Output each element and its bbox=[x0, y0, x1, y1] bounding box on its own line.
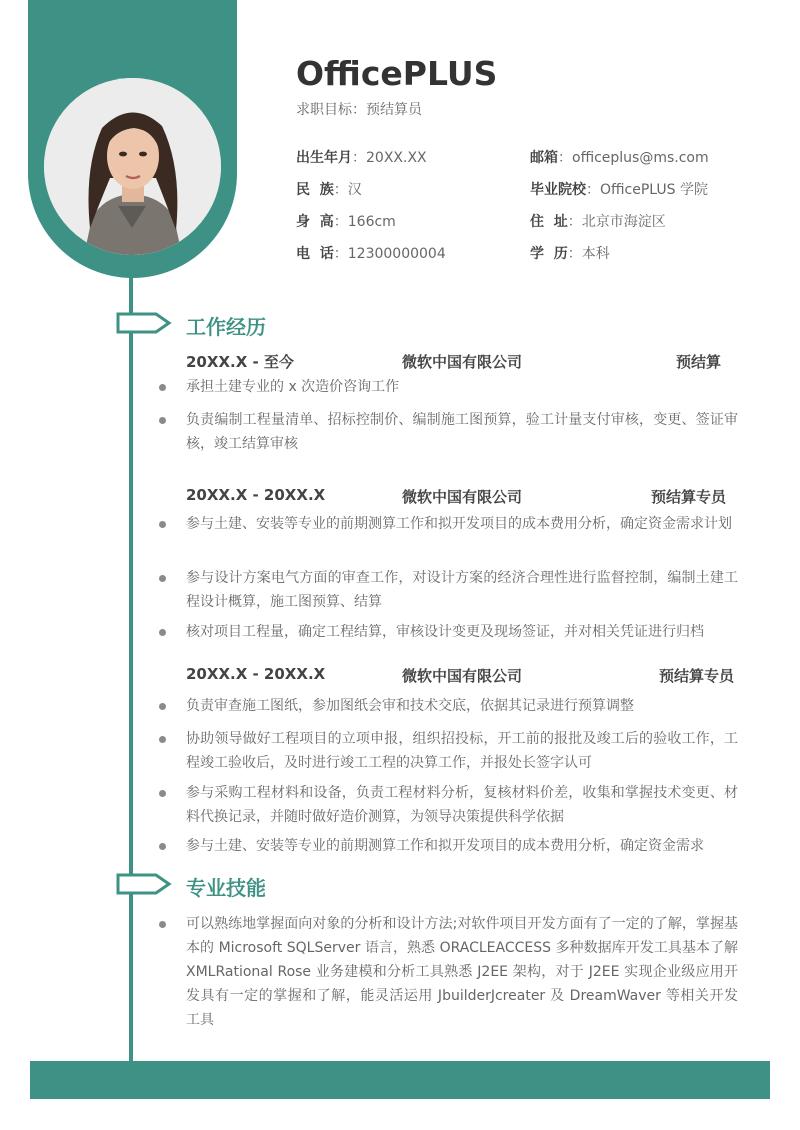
info-email bbox=[530, 147, 709, 167]
info-height bbox=[296, 211, 396, 231]
info-label: 邮箱 bbox=[530, 150, 558, 166]
info-address bbox=[530, 211, 666, 231]
job-3-role: 预结算专员 bbox=[659, 667, 735, 685]
skill-bullet: 可以熟练地掌握面向对象的分析和设计方法;对软件项目开发方面有了一定的了解，掌握基本的 Microsoft SQLServer 语言，熟悉 ORACLEACCESS 多种数据库开发工具基本了解 XMLRational Rose 业务建模和分析工具熟悉 J2EE 架构，对于 J2EE 实现企业级应用开发具有一定的掌握和了解，能灵活运用 JbuilderJcreater 及 DreamWaver 等相关开发工具 bbox=[186, 912, 738, 1032]
section-title-skills: 专业技能 bbox=[186, 876, 266, 900]
portrait-image bbox=[44, 78, 221, 255]
info-phone bbox=[296, 243, 446, 263]
job-1-company: 微软中国有限公司 bbox=[402, 353, 523, 371]
job-3-date: 20XX.X - 20XX.X bbox=[186, 665, 326, 683]
job-2-bullet: 参与设计方案电气方面的审查工作，对设计方案的经济合理性进行监督控制，编制土建工程设计概算，施工图预算、结算 bbox=[186, 566, 738, 614]
job-1-bullet: 承担土建专业的 x 次造价咨询工作 bbox=[186, 375, 738, 399]
job-3-bullet: 负责审查施工图纸，参加图纸会审和技术交底，依据其记录进行预算调整 bbox=[186, 694, 738, 718]
info-label: 毕业院校 bbox=[530, 182, 586, 198]
candidate-name: OfficePLUS bbox=[296, 54, 498, 93]
job-2-date: 20XX.X - 20XX.X bbox=[186, 486, 326, 504]
info-value: ：汉 bbox=[333, 182, 362, 198]
job-objective: 求职目标：预结算员 bbox=[296, 102, 422, 118]
job-3-bullet: 参与采购工程材料和设备，负责工程材料分析，复核材料价差，收集和掌握技术变更、材料代换记录，并随时做好造价测算，为领导决策提供科学依据 bbox=[186, 781, 738, 829]
job-1-role: 预结算 bbox=[676, 353, 722, 371]
info-value: ：20XX.XX bbox=[352, 150, 427, 166]
info-value: ：北京市海淀区 bbox=[567, 214, 666, 230]
section-marker-icon bbox=[116, 312, 172, 334]
section-title-work: 工作经历 bbox=[186, 315, 266, 339]
job-2-role: 预结算专员 bbox=[651, 488, 727, 506]
timeline-line bbox=[129, 276, 133, 1061]
job-1-bullet: 负责编制工程量清单、招标控制价、编制施工图预算，验工计量支付审核，变更、签证审核，竣工结算审核 bbox=[186, 408, 738, 456]
info-value: ：本科 bbox=[567, 246, 610, 262]
info-label: 出生年月 bbox=[296, 150, 352, 166]
info-value: ：166cm bbox=[333, 214, 396, 230]
footer-bar bbox=[30, 1061, 770, 1099]
info-birth bbox=[296, 147, 427, 167]
info-value: ：OfficePLUS 学院 bbox=[586, 182, 708, 198]
job-2-bullet: 参与土建、安装等专业的前期测算工作和拟开发项目的成本费用分析，确定资金需求计划 bbox=[186, 512, 738, 536]
info-education bbox=[530, 243, 610, 263]
info-label: 住 址 bbox=[530, 214, 568, 230]
info-ethnicity bbox=[296, 179, 362, 199]
job-3-bullet: 协助领导做好工程项目的立项申报，组织招投标，开工前的报批及竣工后的验收工作，工程竣工验收后，及时进行竣工工程的决算工作，并报处长签字认可 bbox=[186, 727, 738, 775]
job-2-bullet: 核对项目工程量，确定工程结算，审核设计变更及现场签证，并对相关凭证进行归档 bbox=[186, 620, 738, 644]
profile-photo bbox=[44, 78, 221, 255]
info-label: 民 族 bbox=[296, 182, 334, 198]
job-3-company: 微软中国有限公司 bbox=[402, 667, 523, 685]
job-3-bullet: 参与土建、安装等专业的前期测算工作和拟开发项目的成本费用分析，确定资金需求 bbox=[186, 834, 738, 858]
info-label: 身 高 bbox=[296, 214, 334, 230]
info-school bbox=[530, 179, 708, 199]
info-value: ：12300000004 bbox=[333, 246, 446, 262]
info-value: ：officeplus@ms.com bbox=[558, 150, 709, 166]
info-label: 电 话 bbox=[296, 246, 334, 262]
job-1-date: 20XX.X - 至今 bbox=[186, 353, 294, 371]
job-2-company: 微软中国有限公司 bbox=[402, 488, 523, 506]
section-marker-icon bbox=[116, 873, 172, 895]
info-label: 学 历 bbox=[530, 246, 568, 262]
